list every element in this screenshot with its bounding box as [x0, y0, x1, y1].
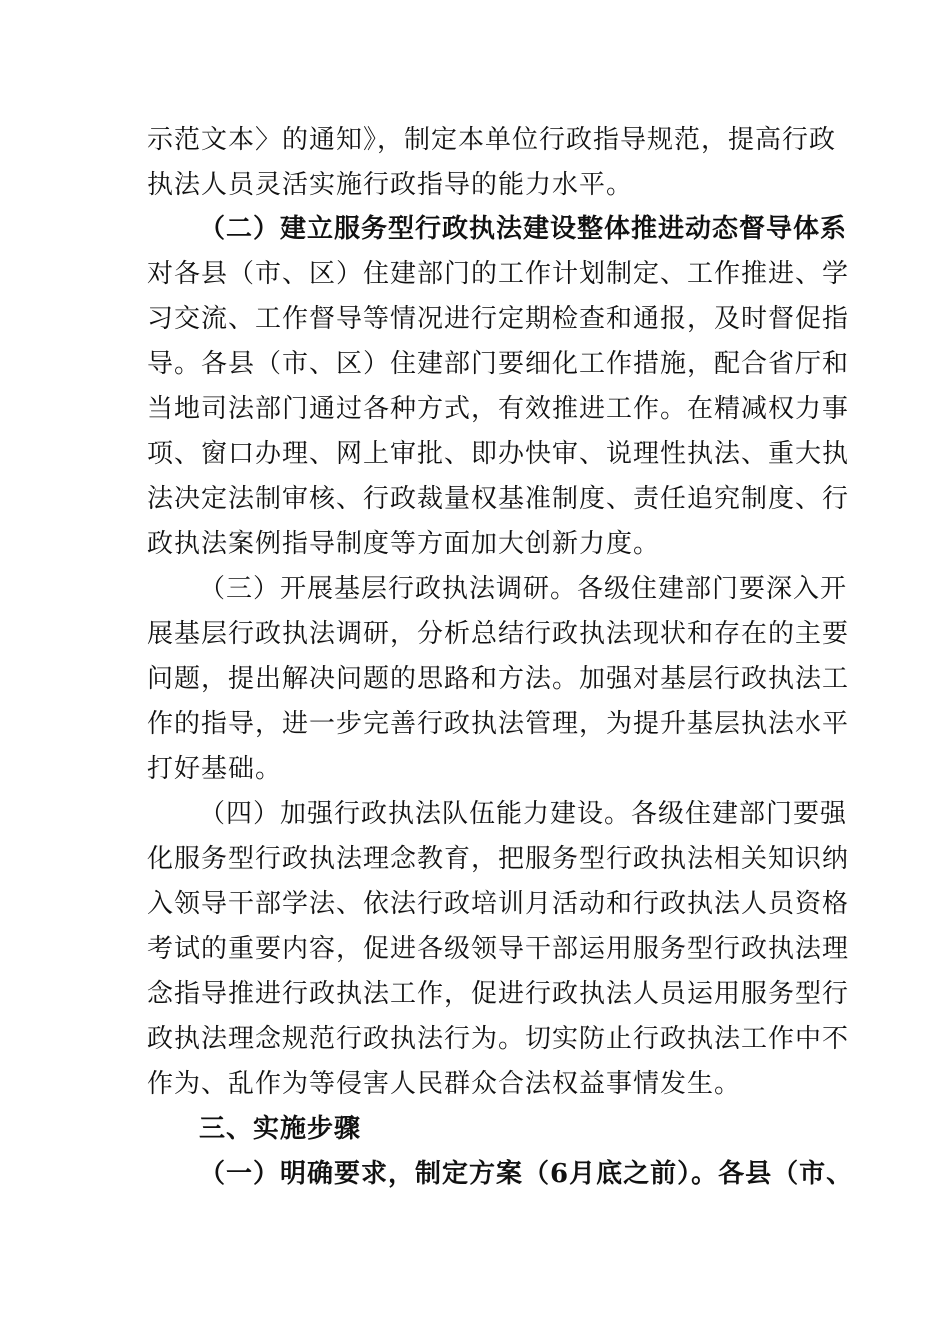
paragraph-line: 习交流、工作督导等情况进行定期检查和通报，及时督促指: [147, 304, 850, 334]
paragraph-line: 政执法案例指导制度等方面加大创新力度。: [147, 529, 661, 559]
paragraph-line: 法决定法制审核、行政裁量权基准制度、责任追究制度、行: [147, 484, 850, 514]
paragraph-line: 考试的重要内容，促进各级领导干部运用服务型行政执法理: [147, 934, 850, 964]
paragraph-line: 打好基础。: [147, 754, 283, 784]
section-heading-3: （三）开展基层行政执法调研。各级住建部门要深入开: [199, 574, 848, 604]
paragraph-line: 导。各县（市、区）住建部门要细化工作措施，配合省厅和: [147, 349, 850, 379]
paragraph-line: 入领导干部学法、依法行政培训月活动和行政执法人员资格: [147, 889, 850, 919]
paragraph-line: 执法人员灵活实施行政指导的能力水平。: [147, 170, 634, 200]
paragraph-line: 项、窗口办理、网上审批、即办快审、说理性执法、重大执: [147, 439, 850, 469]
section-heading-2: （二）建立服务型行政执法建设整体推进动态督导体系: [199, 214, 848, 244]
paragraph-line: 作的指导，进一步完善行政执法管理，为提升基层执法水平: [147, 709, 850, 739]
section-heading-step-1: （一）明确要求，制定方案（6月底之前）。各县（市、: [199, 1159, 854, 1189]
paragraph-line: 展基层行政执法调研，分析总结行政执法现状和存在的主要: [147, 619, 850, 649]
paragraph-line: 对各县（市、区）住建部门的工作计划制定、工作推进、学: [147, 259, 850, 289]
paragraph-line: 问题，提出解决问题的思路和方法。加强对基层行政执法工: [147, 664, 850, 694]
section-heading-4: （四）加强行政执法队伍能力建设。各级住建部门要强: [199, 799, 848, 829]
paragraph-line: 政执法理念规范行政执法行为。切实防止行政执法工作中不: [147, 1024, 850, 1054]
paragraph-line: 示范文本〉的通知》，制定本单位行政指导规范，提高行政: [147, 125, 837, 155]
chapter-heading: 三、实施步骤: [199, 1114, 362, 1144]
paragraph-line: 作为、乱作为等侵害人民群众合法权益事情发生。: [147, 1069, 742, 1099]
paragraph-line: 化服务型行政执法理念教育，把服务型行政执法相关知识纳: [147, 844, 850, 874]
paragraph-line: 当地司法部门通过各种方式，有效推进工作。在精减权力事: [147, 394, 850, 424]
paragraph-line: 念指导推进行政执法工作，促进行政执法人员运用服务型行: [147, 979, 850, 1009]
